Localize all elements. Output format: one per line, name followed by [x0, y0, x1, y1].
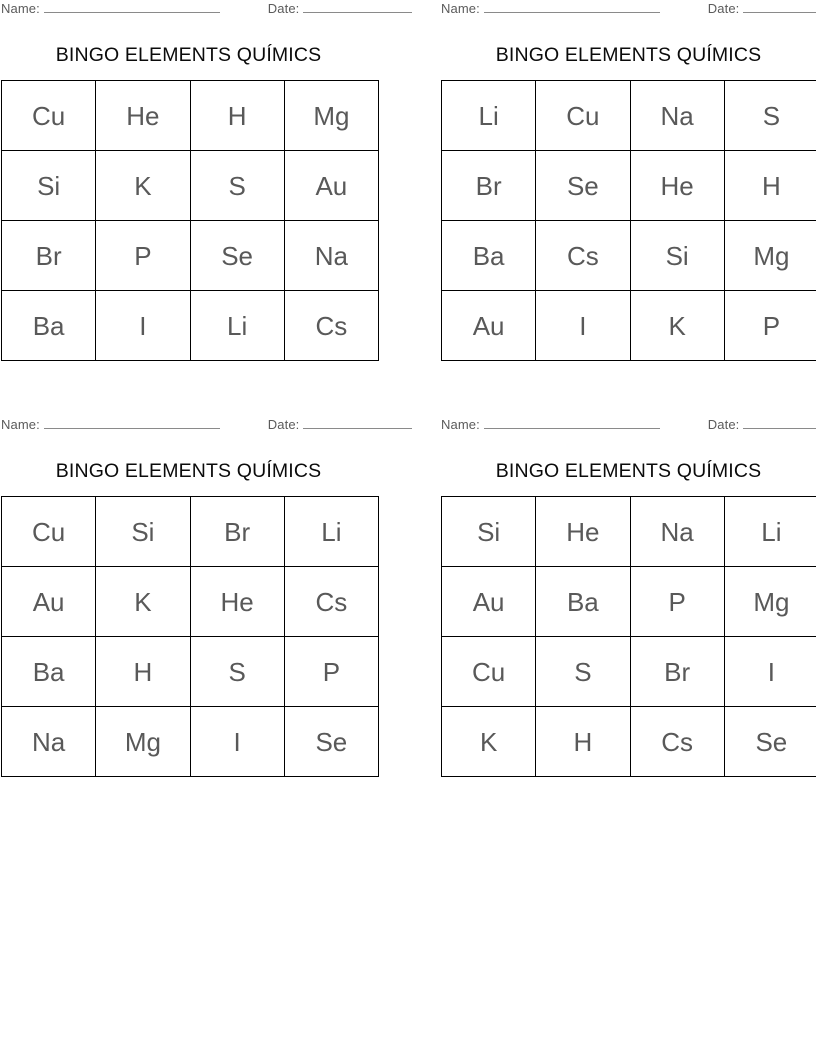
card-2-date-rule[interactable]: [743, 0, 816, 13]
card-3-date-rule[interactable]: [303, 416, 412, 429]
card-1-cell-r2c2[interactable]: Se: [190, 221, 284, 291]
table-row: [2, 221, 379, 291]
card-3-name-rule[interactable]: [44, 416, 220, 429]
table-row: [2, 497, 379, 567]
card-2-cell-r0c2[interactable]: Na: [630, 81, 724, 151]
card-3-cell-r3c3[interactable]: Se: [284, 707, 378, 777]
card-2-cell-r2c0[interactable]: Ba: [442, 221, 536, 291]
card-1-cell-r0c2[interactable]: H: [190, 81, 284, 151]
card-2-cell-r2c2[interactable]: Si: [630, 221, 724, 291]
card-3-cell-r3c2[interactable]: I: [190, 707, 284, 777]
card-2-name-rule[interactable]: [484, 0, 660, 13]
card-1-cell-r3c3[interactable]: Cs: [284, 291, 378, 361]
card-1-cell-r0c3[interactable]: Mg: [284, 81, 378, 151]
card-4-cell-r1c3[interactable]: Mg: [724, 567, 816, 637]
table-row: [442, 291, 816, 361]
card-4-cell-r2c0[interactable]: Cu: [442, 637, 536, 707]
card-1-cell-r0c0[interactable]: Cu: [2, 81, 96, 151]
card-2-cell-r1c3[interactable]: H: [724, 151, 816, 221]
card-3-cell-r2c1[interactable]: H: [96, 637, 190, 707]
card-3-name-field[interactable]: [1, 416, 220, 432]
card-2-header: [441, 0, 816, 20]
card-row-bottom: [0, 361, 816, 777]
card-4-cell-r2c1[interactable]: S: [536, 637, 630, 707]
card-2-cell-r3c2[interactable]: K: [630, 291, 724, 361]
table-row: [2, 707, 379, 777]
table-row: [2, 637, 379, 707]
card-4-name-field[interactable]: [441, 416, 660, 432]
card-3-cell-r0c3[interactable]: Li: [284, 497, 378, 567]
card-1-cell-r2c3[interactable]: Na: [284, 221, 378, 291]
table-row: [2, 291, 379, 361]
card-4-name-rule[interactable]: [484, 416, 660, 429]
card-3-cell-r3c1[interactable]: Mg: [96, 707, 190, 777]
card-3-title: BINGO ELEMENTS QUÍMICS: [55, 460, 322, 482]
card-4-cell-r0c2[interactable]: Na: [630, 497, 724, 567]
card-1-date-label: Date:: [267, 1, 300, 16]
card-2-cell-r0c3[interactable]: S: [724, 81, 816, 151]
bingo-card-2: [441, 0, 816, 361]
card-4-cell-r1c0[interactable]: Au: [442, 567, 536, 637]
card-3-date-field[interactable]: [268, 416, 413, 432]
card-1-date-field[interactable]: [268, 0, 413, 16]
card-1-date-rule[interactable]: [303, 0, 412, 13]
table-row: [2, 81, 379, 151]
card-2-cell-r2c3[interactable]: Mg: [724, 221, 816, 291]
table-row: [442, 637, 816, 707]
table-row: [442, 497, 816, 567]
bingo-card-3: [1, 416, 376, 777]
card-2-cell-r0c1[interactable]: Cu: [536, 81, 630, 151]
bingo-card-1: [1, 0, 376, 361]
card-3-cell-r1c2[interactable]: He: [190, 567, 284, 637]
bingo-card-4: [441, 416, 816, 777]
card-4-cell-r1c2[interactable]: P: [630, 567, 724, 637]
card-4-cell-r0c3[interactable]: Li: [724, 497, 816, 567]
card-4-title: BINGO ELEMENTS QUÍMICS: [495, 460, 762, 482]
table-row: [442, 707, 816, 777]
card-4-date-rule[interactable]: [743, 416, 816, 429]
card-1-header: [1, 0, 376, 20]
card-1-cell-r0c1[interactable]: He: [96, 81, 190, 151]
card-3-cell-r1c1[interactable]: K: [96, 567, 190, 637]
card-1-cell-r3c1[interactable]: I: [96, 291, 190, 361]
card-2-title: BINGO ELEMENTS QUÍMICS: [495, 44, 762, 66]
card-4-cell-r3c3[interactable]: Se: [724, 707, 816, 777]
card-2-cell-r2c1[interactable]: Cs: [536, 221, 630, 291]
card-1-cell-r3c0[interactable]: Ba: [2, 291, 96, 361]
card-4-header: [441, 416, 816, 436]
card-3-header: [1, 416, 376, 436]
card-2-cell-r3c0[interactable]: Au: [442, 291, 536, 361]
card-1-name-field[interactable]: [1, 0, 220, 16]
card-4-cell-r3c2[interactable]: Cs: [630, 707, 724, 777]
card-1-cell-r1c3[interactable]: Au: [284, 151, 378, 221]
card-2-name-field[interactable]: [441, 0, 660, 16]
card-2-date-label: Date:: [707, 1, 740, 16]
card-1-cell-r2c1[interactable]: P: [96, 221, 190, 291]
card-2-cell-r1c1[interactable]: Se: [536, 151, 630, 221]
card-3-grid: [1, 496, 379, 777]
card-4-cell-r0c0[interactable]: Si: [442, 497, 536, 567]
card-3-cell-r1c0[interactable]: Au: [2, 567, 96, 637]
card-4-cell-r2c3[interactable]: I: [724, 637, 816, 707]
card-4-cell-r3c0[interactable]: K: [442, 707, 536, 777]
card-3-date-label: Date:: [267, 417, 300, 432]
card-1-title: BINGO ELEMENTS QUÍMICS: [55, 44, 322, 66]
card-1-cell-r1c1[interactable]: K: [96, 151, 190, 221]
card-4-date-label: Date:: [707, 417, 740, 432]
card-1-cell-r1c0[interactable]: Si: [2, 151, 96, 221]
card-4-grid: [441, 496, 816, 777]
card-4-date-field[interactable]: [708, 416, 816, 432]
card-3-cell-r0c1[interactable]: Si: [96, 497, 190, 567]
table-row: [442, 567, 816, 637]
table-row: [442, 151, 816, 221]
card-2-date-field[interactable]: [708, 0, 816, 16]
card-3-name-label: Name:: [1, 417, 40, 432]
card-3-cell-r1c3[interactable]: Cs: [284, 567, 378, 637]
card-1-name-label: Name:: [1, 1, 40, 16]
card-2-cell-r0c0[interactable]: Li: [442, 81, 536, 151]
table-row: [442, 221, 816, 291]
card-1-grid: [1, 80, 379, 361]
card-4-name-label: Name:: [441, 417, 480, 432]
table-row: [2, 151, 379, 221]
card-4-cell-r3c1[interactable]: H: [536, 707, 630, 777]
card-2-grid: [441, 80, 816, 361]
card-4-cell-r0c1[interactable]: He: [536, 497, 630, 567]
card-3-cell-r3c0[interactable]: Na: [2, 707, 96, 777]
card-1-cell-r2c0[interactable]: Br: [2, 221, 96, 291]
card-2-cell-r1c2[interactable]: He: [630, 151, 724, 221]
card-1-cell-r1c2[interactable]: S: [190, 151, 284, 221]
card-2-cell-r3c1[interactable]: I: [536, 291, 630, 361]
card-3-cell-r0c0[interactable]: Cu: [2, 497, 96, 567]
card-3-cell-r2c0[interactable]: Ba: [2, 637, 96, 707]
card-1-cell-r3c2[interactable]: Li: [190, 291, 284, 361]
card-3-cell-r0c2[interactable]: Br: [190, 497, 284, 567]
card-2-cell-r1c0[interactable]: Br: [442, 151, 536, 221]
card-2-name-label: Name:: [441, 1, 480, 16]
card-3-cell-r2c2[interactable]: S: [190, 637, 284, 707]
card-3-cell-r2c3[interactable]: P: [284, 637, 378, 707]
card-4-cell-r1c1[interactable]: Ba: [536, 567, 630, 637]
card-row-top: [0, 0, 816, 361]
table-row: [2, 567, 379, 637]
card-1-name-rule[interactable]: [44, 0, 220, 13]
card-2-cell-r3c3[interactable]: P: [724, 291, 816, 361]
table-row: [442, 81, 816, 151]
card-4-cell-r2c2[interactable]: Br: [630, 637, 724, 707]
